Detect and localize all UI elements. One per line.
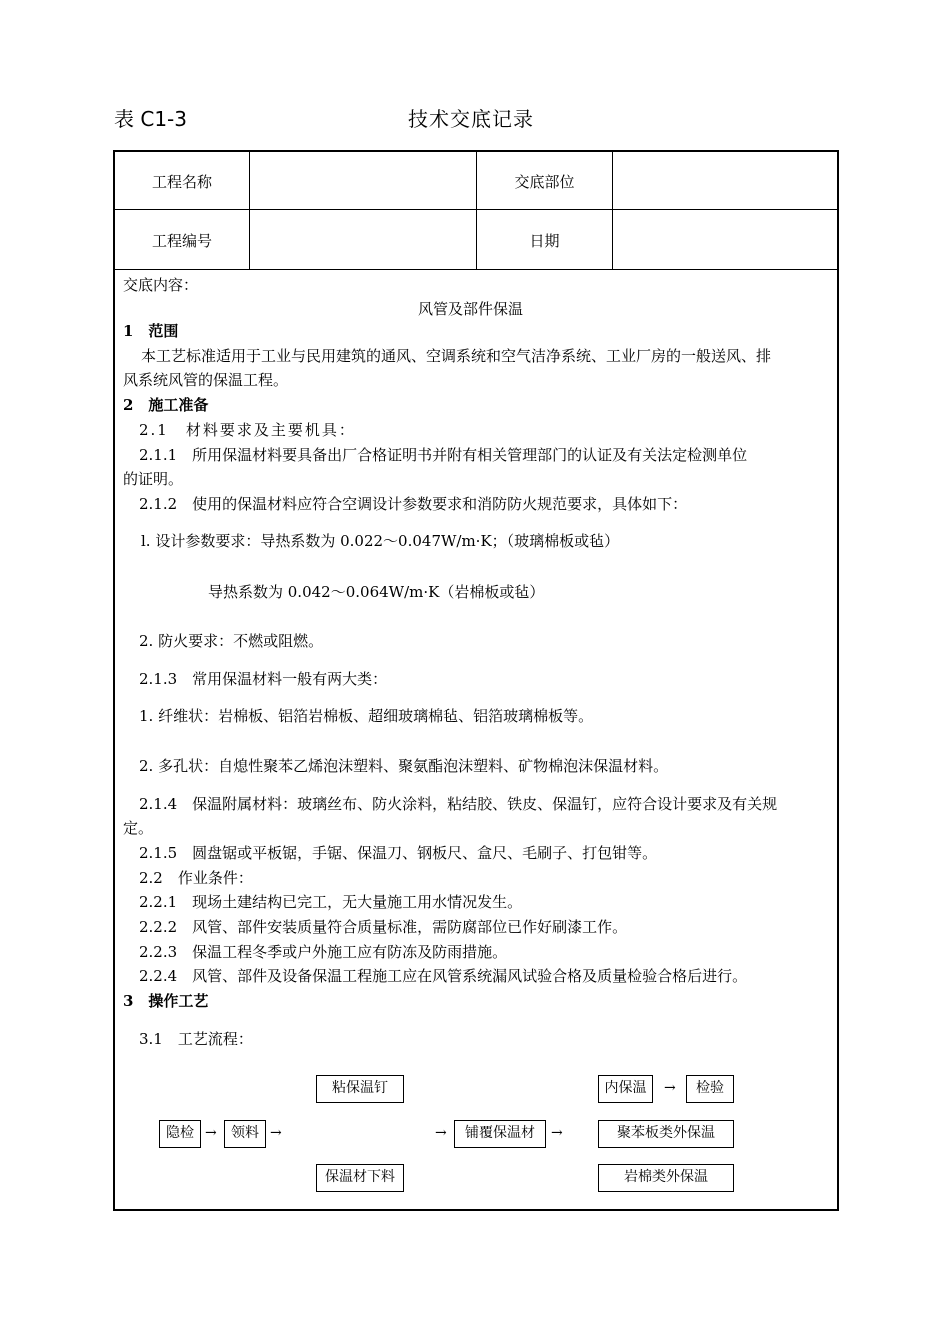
section-2-1-3: 2.1.3 常用保温材料一般有两大类： bbox=[139, 670, 388, 688]
record-form bbox=[113, 150, 839, 1211]
flow-inspect: 检验 bbox=[686, 1075, 734, 1103]
section-2-1-1: 2.1.1 所用保温材料要具备出厂合格证明书并附有相关管理部门的认证及有关法定检测单位 bbox=[139, 446, 748, 464]
part-label: 交底部位 bbox=[514, 173, 575, 191]
section-2-title: 2 施工准备 bbox=[123, 396, 209, 414]
column-divider bbox=[249, 152, 250, 269]
project-no-label: 工程编号 bbox=[151, 232, 212, 250]
section-2-1-2: 2.1.2 使用的保温材料应符合空调设计参数要求和消防防火规范要求，具体如下： bbox=[139, 495, 688, 513]
section-2-2-3: 2.2.3 保温工程冬季或户外施工应有防冻及防雨措施。 bbox=[139, 943, 508, 961]
flow-rockwool-outer: 岩棉类外保温 bbox=[598, 1164, 734, 1192]
section-2-1-4-cont: 定。 bbox=[123, 819, 154, 837]
requirement-1: l. 设计参数要求：导热系数为 0.022～0.047W/m·K；（玻璃棉板或毡） bbox=[141, 532, 620, 550]
column-divider bbox=[612, 152, 613, 269]
flow-arrow: → bbox=[270, 1125, 282, 1141]
section-2-2-4: 2.2.4 风管、部件及设备保温工程施工应在风管系统漏风试验合格及质量检验合格后进行。 bbox=[139, 967, 748, 985]
material-type-2: 2. 多孔状：自熄性聚苯乙烯泡沫塑料、聚氨酯泡沫塑料、矿物棉泡沫保温材料。 bbox=[139, 757, 669, 775]
section-1-title: 1 范围 bbox=[123, 322, 179, 340]
section-2-1-5: 2.1.5 圆盘锯或平板锯，手锯、保温刀、钢板尺、盒尺、毛刷子、打包钳等。 bbox=[139, 844, 658, 862]
flow-arrow: → bbox=[435, 1125, 447, 1141]
row-divider bbox=[115, 269, 837, 270]
flow-arrow: → bbox=[664, 1080, 676, 1096]
form-number: 表 C1-3 bbox=[114, 107, 187, 131]
flow-polystyrene-outer: 聚苯板类外保温 bbox=[598, 1120, 734, 1148]
content-label: 交底内容： bbox=[123, 276, 199, 294]
flow-arrow: → bbox=[551, 1125, 563, 1141]
section-3-title: 3 操作工艺 bbox=[123, 992, 209, 1010]
column-divider bbox=[476, 152, 477, 269]
section-1-text: 本工艺标准适用于工业与民用建筑的通风、空调系统和空气洁净系统、工业厂房的一般送风、排 bbox=[141, 347, 772, 365]
date-label: 日期 bbox=[529, 232, 560, 250]
flow-get-material: 领料 bbox=[224, 1120, 266, 1148]
flow-lay-insulation: 铺覆保温材 bbox=[454, 1120, 546, 1148]
section-2-2: 2.2 作业条件： bbox=[139, 869, 253, 887]
section-2-2-1: 2.2.1 现场土建结构已完工，无大量施工用水情况发生。 bbox=[139, 893, 523, 911]
flow-glue-pins: 粘保温钉 bbox=[316, 1075, 404, 1103]
requirement-1-rockwool: 导热系数为 0.042～0.064W/m·K（岩棉板或毡） bbox=[208, 583, 545, 601]
document-title: 技术交底记录 bbox=[408, 107, 534, 131]
section-3-1: 3.1 工艺流程： bbox=[139, 1030, 253, 1048]
material-type-1: 1. 纤维状：岩棉板、铝箔岩棉板、超细玻璃棉毡、铝箔玻璃棉板等。 bbox=[139, 707, 594, 725]
section-2-1-4: 2.1.4 保温附属材料：玻璃丝布、防火涂料，粘结胶、铁皮、保温钉，应符合设计要求及有关规 bbox=[139, 795, 778, 813]
section-2-1: 2.1 材料要求及主要机具： bbox=[139, 421, 356, 439]
content-subject: 风管及部件保温 bbox=[418, 300, 524, 318]
flow-arrow: → bbox=[205, 1125, 217, 1141]
project-name-label: 工程名称 bbox=[151, 173, 212, 191]
section-2-1-1-cont: 的证明。 bbox=[123, 470, 184, 488]
flow-cut-insulation: 保温材下料 bbox=[316, 1164, 404, 1192]
section-1-text-cont: 风系统风管的保温工程。 bbox=[123, 371, 289, 389]
flow-hidden-check: 隐检 bbox=[159, 1120, 201, 1148]
section-2-2-2: 2.2.2 风管、部件安装质量符合质量标准，需防腐部位已作好刷漆工作。 bbox=[139, 918, 628, 936]
requirement-2: 2. 防火要求：不燃或阻燃。 bbox=[139, 632, 324, 650]
flow-inner-insulation: 内保温 bbox=[598, 1075, 653, 1103]
